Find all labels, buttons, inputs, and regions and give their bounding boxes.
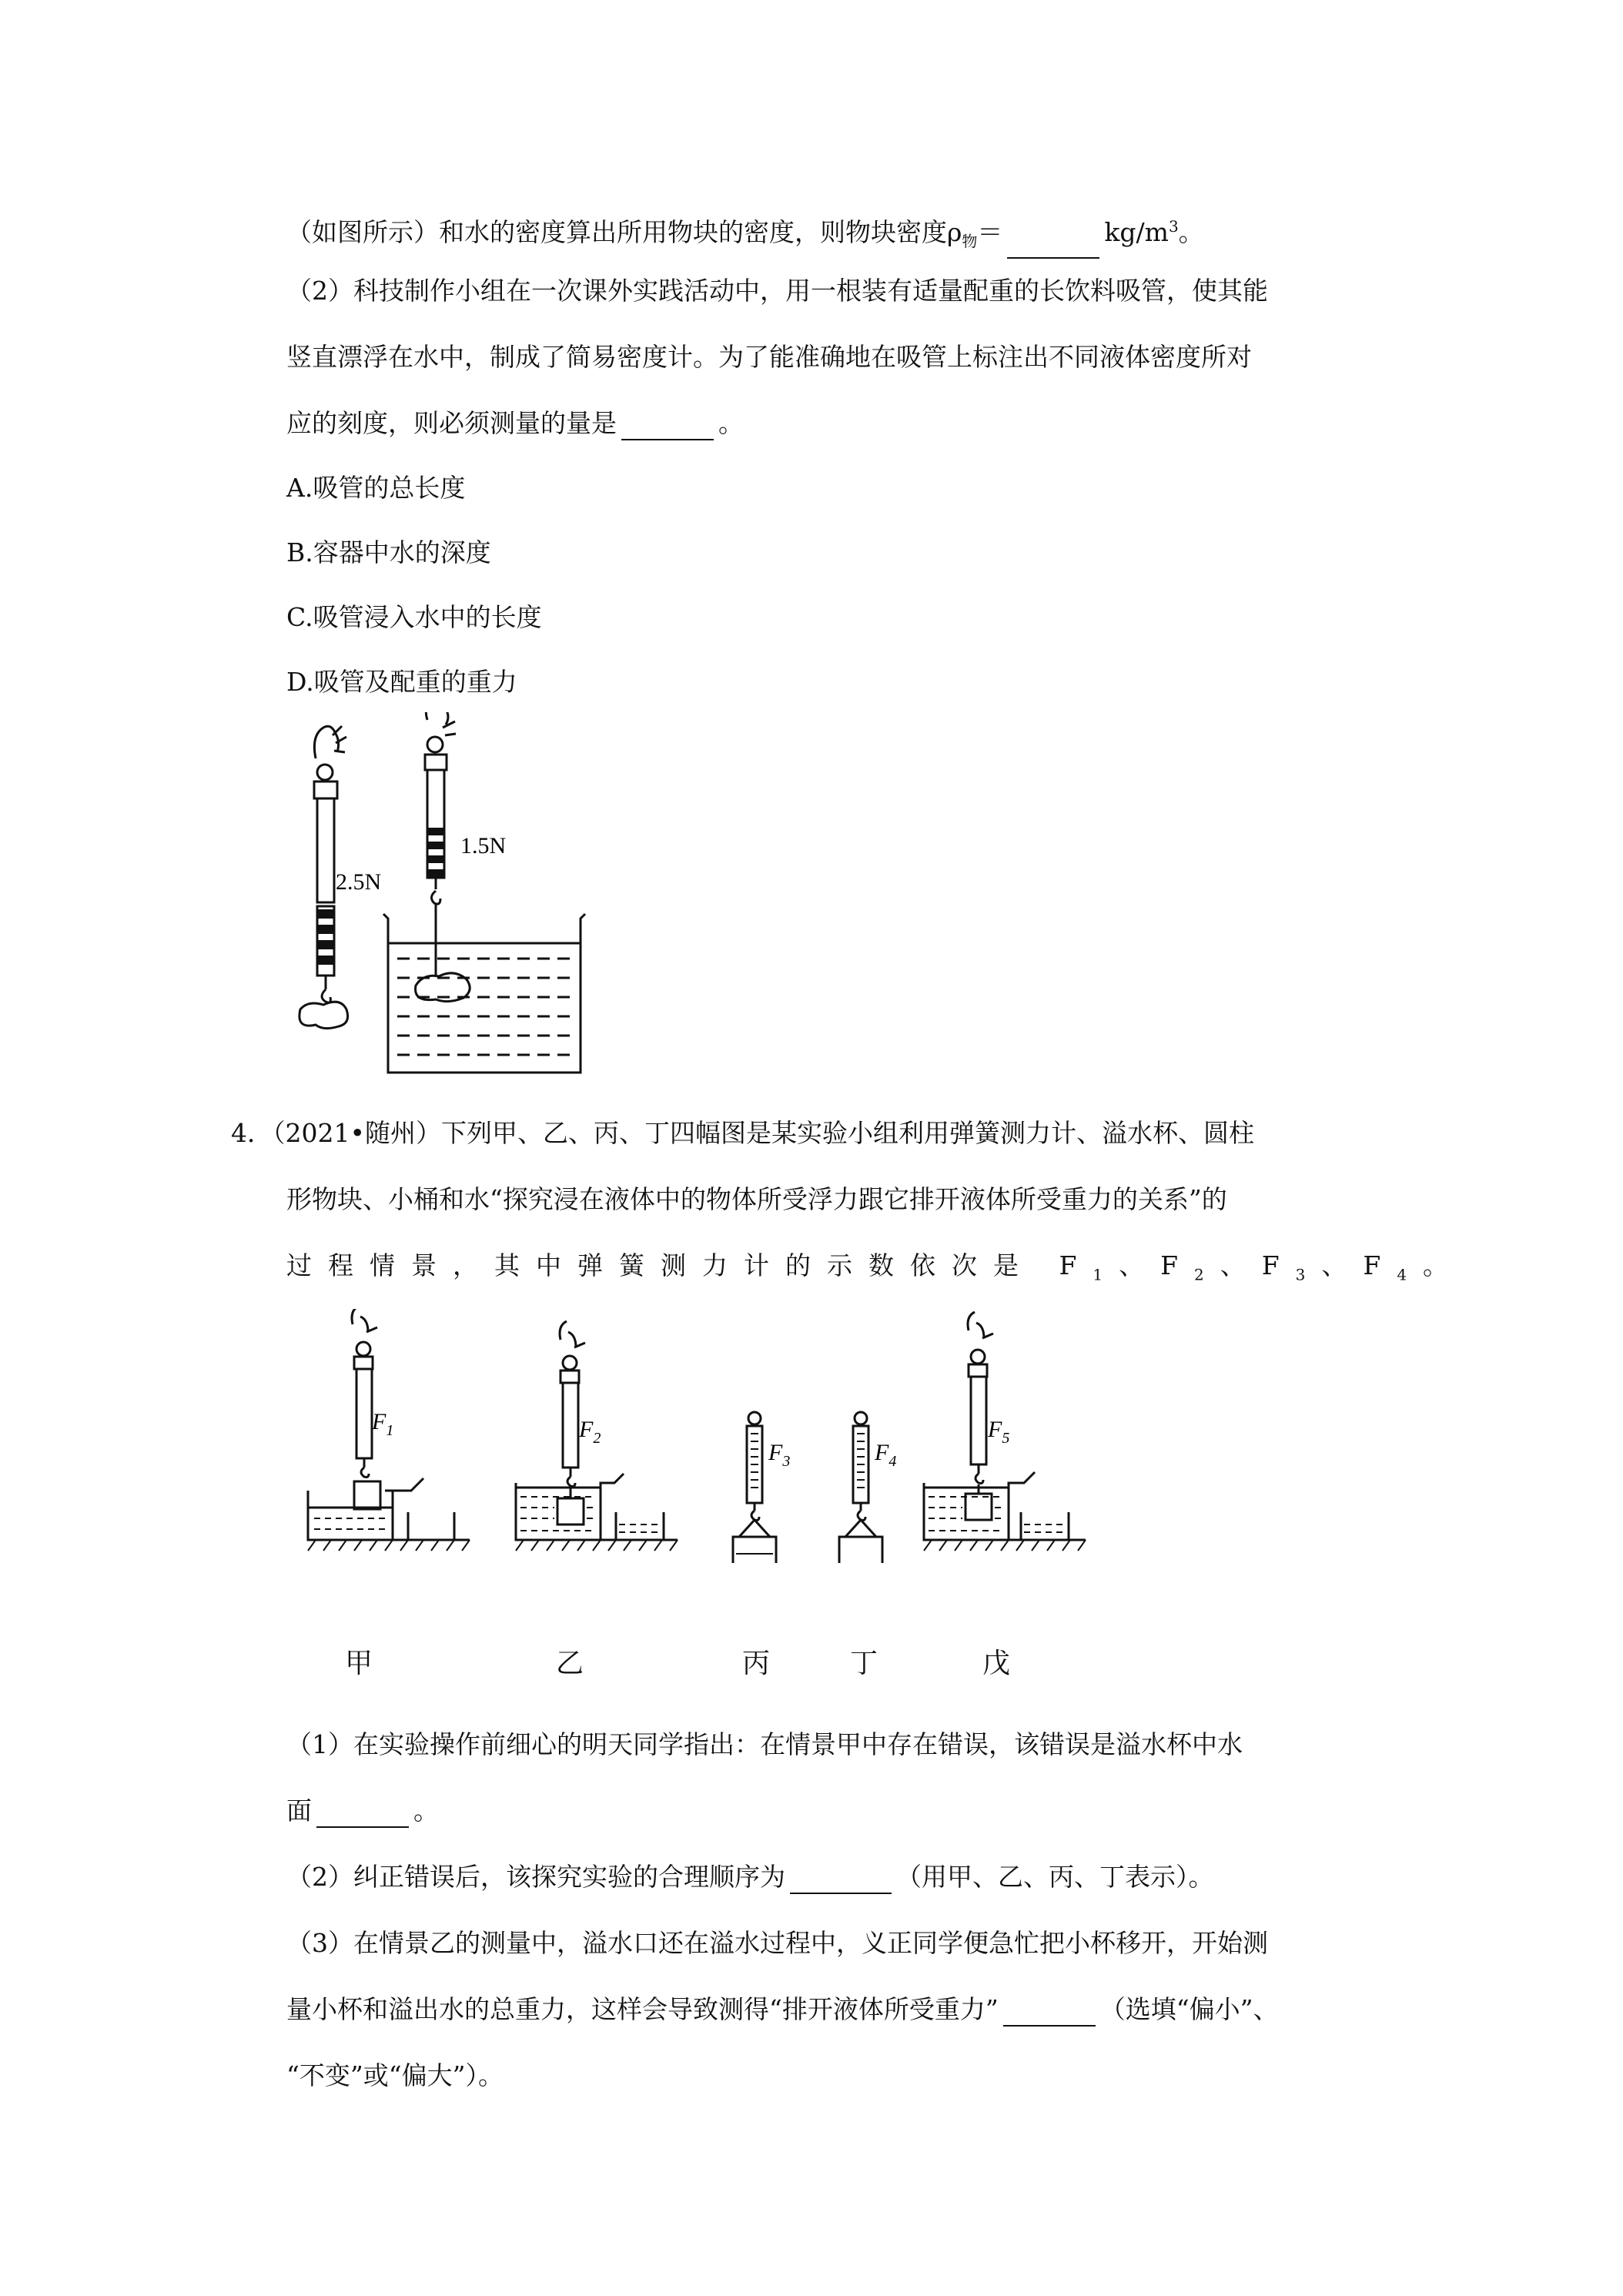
q4-part3-line1: （3）在情景乙的测量中，溢水口还在溢水过程中，义正同学便急忙把小杯移开，开始测 xyxy=(286,1928,1268,1958)
q4-part2-line xyxy=(286,1860,1214,1894)
q4-intro-text: （2021•随州）下列甲、乙、丙、丁四幅图是某实验小组利用弹簧测力计、溢水杯、圆柱 xyxy=(273,1118,1254,1148)
caption-bing: 丙 xyxy=(742,1648,771,1679)
force-label-1: $F_1$ xyxy=(372,1409,394,1439)
q3-part2-line1: （2）科技制作小组在一次课外实践活动中，用一根装有适量配重的长饮料吸管，使其能 xyxy=(286,276,1268,306)
caption-wu: 戊 xyxy=(982,1648,1011,1679)
q4-line1 xyxy=(231,1116,1254,1150)
force-label-5: $F_5$ xyxy=(988,1417,1010,1447)
force-label-3: $F_3$ xyxy=(768,1440,791,1470)
caption-ding: 丁 xyxy=(850,1648,878,1679)
density-answer-line xyxy=(286,209,1204,259)
q4-part3-options: （选填“偏小”、 xyxy=(1099,1994,1279,2024)
q4-line3-text: 过程情景，其中弹簧测力计的示数依次是 F xyxy=(286,1250,1093,1280)
right-hand-icon xyxy=(426,712,448,725)
question-number: 4． xyxy=(231,1118,273,1148)
order-answer-blank[interactable] xyxy=(790,1865,892,1894)
q3-part2-line2: 竖直漂浮在水中，制成了简易密度计。为了能准确地在吸管上标注出不同液体密度所对 xyxy=(286,342,1252,372)
spring-scale-figure xyxy=(285,712,670,1082)
force-label-4: $F_4$ xyxy=(875,1440,897,1470)
q4-part3-line2 xyxy=(286,1993,1279,2027)
period: 。 xyxy=(1178,217,1204,247)
q4-line3 xyxy=(286,1249,1464,1292)
density-subscript: 物 xyxy=(962,232,978,251)
caption-yi: 乙 xyxy=(556,1648,584,1679)
caption-jia: 甲 xyxy=(345,1648,373,1679)
hand-icon xyxy=(968,1312,993,1338)
option-d: D.吸管及配重的重力 xyxy=(286,667,517,697)
experiment-figure xyxy=(293,1309,1109,1563)
equals-sign: ＝ xyxy=(977,217,1003,247)
period: 。 xyxy=(1423,1250,1465,1280)
option-b: B.容器中水的深度 xyxy=(286,537,491,567)
option-c: C.吸管浸入水中的长度 xyxy=(286,602,542,632)
force-symbol-list: $_1$、$F_2$、$F_3$、$F_4$ xyxy=(1093,1250,1424,1284)
water-level-answer-blank[interactable] xyxy=(316,1799,409,1828)
period: 。 xyxy=(413,1796,439,1826)
left-hand-icon xyxy=(314,726,338,758)
bias-answer-blank[interactable] xyxy=(1003,1997,1096,2027)
q4-part1-line2 xyxy=(286,1794,439,1828)
option-a: A.吸管的总长度 xyxy=(286,473,466,503)
q4-part1-text: 面 xyxy=(286,1796,312,1826)
density-unit: kg/m xyxy=(1104,217,1169,247)
reading-left: 2.5N xyxy=(336,869,382,895)
q4-part1-line1: （1）在实验操作前细心的明天同学指出：在情景甲中存在错误，该错误是溢水杯中水 xyxy=(286,1729,1243,1759)
hand-icon xyxy=(352,1309,377,1332)
q4-line2: 形物块、小桶和水“探究浸在液体中的物体所受浮力跟它排开液体所受重力的关系”的 xyxy=(286,1184,1227,1214)
q3-part2-text: 应的刻度，则必须测量的量是 xyxy=(286,408,617,438)
force-label-2: $F_2$ xyxy=(579,1417,601,1447)
hand-icon xyxy=(560,1321,585,1347)
unit-exponent: 3 xyxy=(1168,217,1179,236)
q4-part3-text: 量小杯和溢出水的总重力，这样会导致测得“排开液体所受重力” xyxy=(286,1994,999,2024)
reading-right: 1.5N xyxy=(460,833,507,858)
q4-part3-line3: “不变”或“偏大”）。 xyxy=(286,2060,504,2090)
measure-answer-blank[interactable] xyxy=(621,411,714,440)
q3-part2-line3 xyxy=(286,407,744,440)
q4-part2-end: （用甲、乙、丙、丁表示）。 xyxy=(896,1862,1214,1892)
q4-part2-text: （2）纠正错误后，该探究实验的合理顺序为 xyxy=(286,1862,785,1892)
period: 。 xyxy=(718,408,744,438)
density-text: （如图所示）和水的密度算出所用物块的密度，则物块密度ρ xyxy=(286,217,962,247)
density-answer-blank[interactable] xyxy=(1007,229,1099,259)
